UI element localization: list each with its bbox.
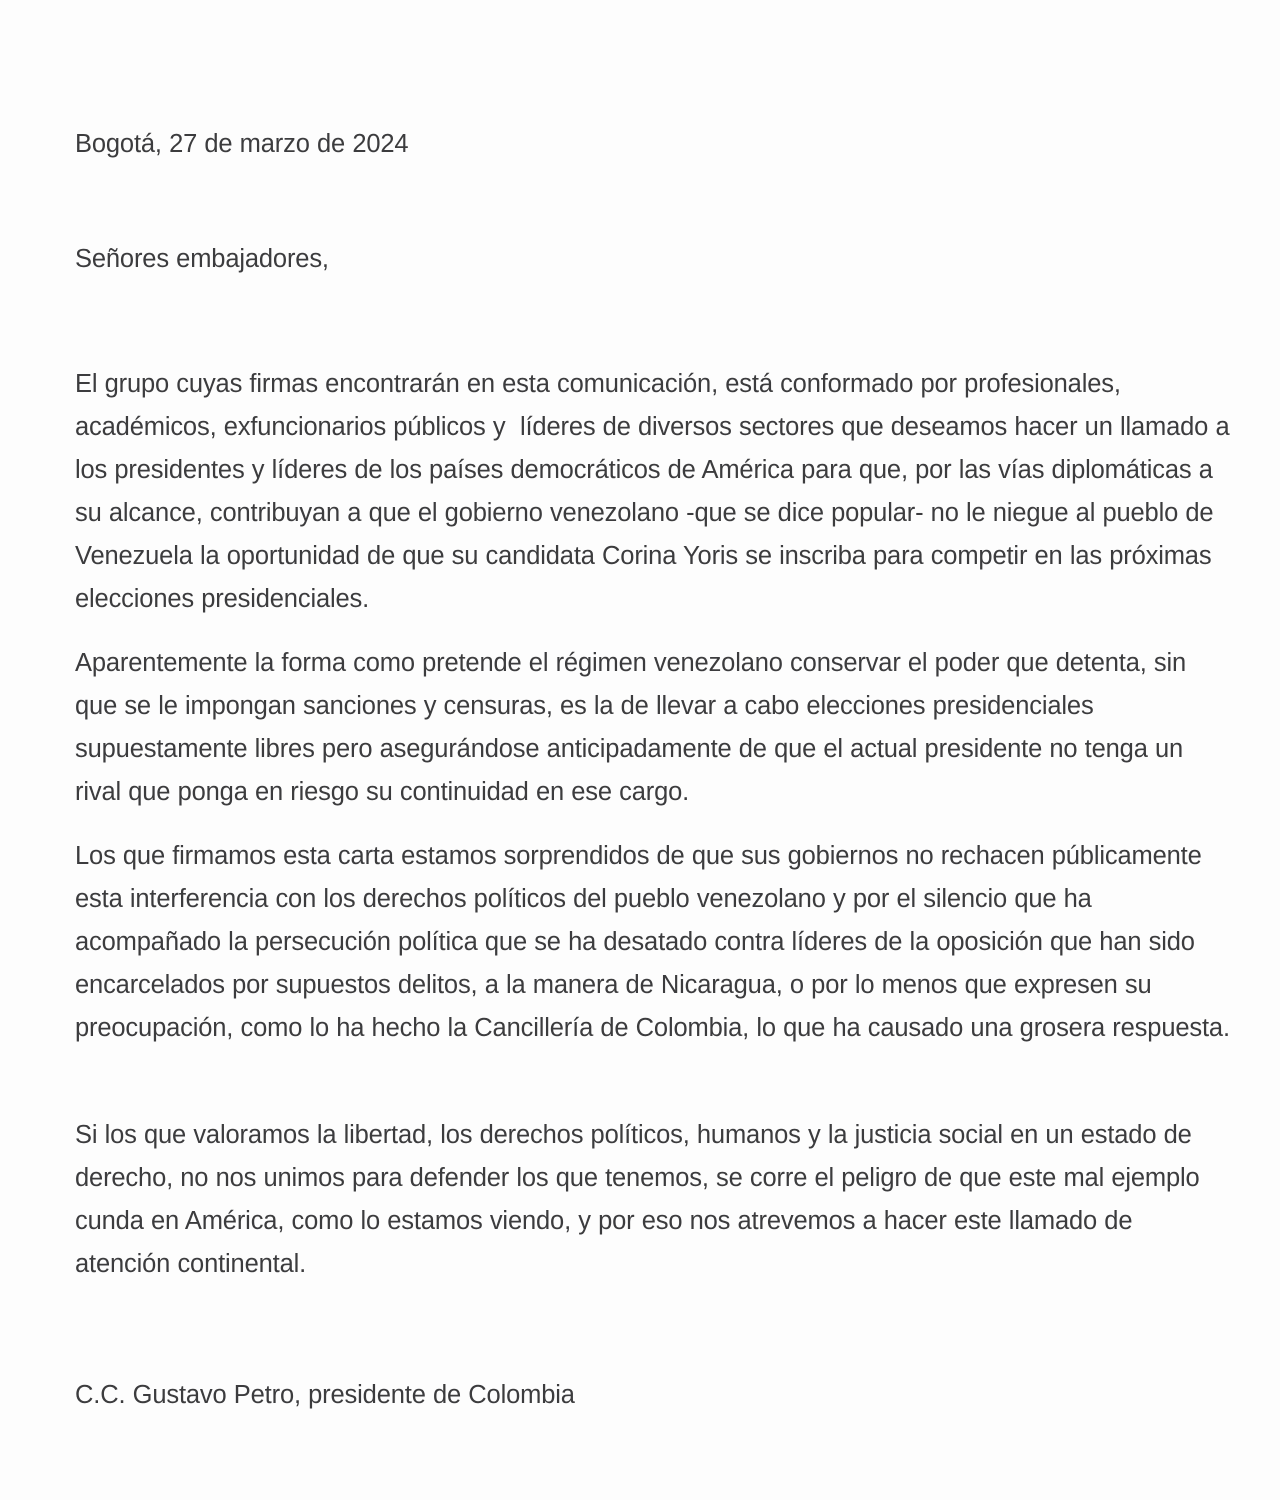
paragraph-2: Aparentemente la forma como pretende el régimen venezolano conservar el poder que detenta, sin que se le impongan sanciones y censuras, es la de llevar a cabo elecciones presidenciales supuestamente libres pero asegurándose anticipadamente de que el actual presidente no tenga un rival que ponga en riesgo su continuidad en ese cargo.	[75, 649, 1194, 806]
date-line: Bogotá, 27 de marzo de 2024	[75, 130, 409, 158]
paragraph-1: El grupo cuyas firmas encontrarán en esta comunicación, está conformado por profesionales, académicos, exfuncionarios públicos y líderes de diversos sectores que deseamos hacer un llamado a los presidentes y líderes de los países democráticos de América para que, por las vías diplomáticas a su alcance, contribuyan a que el gobierno venezolano -que se dice popular- no le niegue al pueblo de Venezuela la oportunidad de que su candidata Corina Yoris se inscriba para competir en las próximas elecciones presidenciales.	[75, 370, 1237, 613]
letter-body	[75, 123, 1237, 1417]
closing-line: C.C. Gustavo Petro, presidente de Colombia	[75, 1381, 575, 1409]
paragraph-3: Los que firmamos esta carta estamos sorprendidos de que sus gobiernos no rechacen públicamente esta interferencia con los derechos políticos del pueblo venezolano y por el silencio que ha acompañado la persecución política que se ha desatado contra líderes de la oposición que han sido encarcelados por supuestos delitos, a la manera de Nicaragua, o por lo menos que expresen su preocupación, como lo ha hecho la Cancillería de Colombia, lo que ha causado una grosera respuesta.	[75, 842, 1230, 1042]
salutation-line: Señores embajadores,	[75, 245, 329, 273]
letter-paragraphs	[75, 363, 1237, 1286]
paragraph-4: Si los que valoramos la libertad, los derechos políticos, humanos y la justicia social en un estado de derecho, no nos unimos para defender los que tenemos, se corre el peligro de que este mal ejemplo cunda en América, como lo estamos viendo, y por eso nos atrevemos a hacer este llamado de atención continental.	[75, 1121, 1207, 1278]
